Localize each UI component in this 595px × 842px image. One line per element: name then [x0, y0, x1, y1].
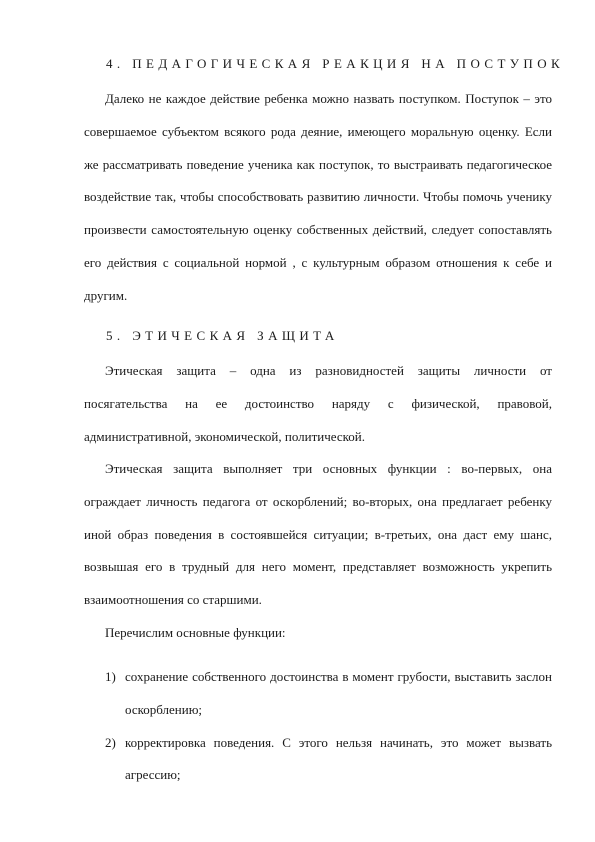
list-item: [105, 661, 552, 727]
section-5-paragraph-2: Этическая защита выполняет три основных функции : во-первых, она ограждает личность педагога от оскорблений; во-вторых, она предлагает ребенку иной образ поведения в состоявшейся ситуации; в-третьих, она даст ему шанс, возвышая его в трудный для него момент, представляет возможность укрепить взаимоотношения со старшими.: [84, 461, 552, 608]
list-item-text: сохранение собственного достоинства в момент грубости, выставить заслон оскорблению;: [125, 669, 552, 717]
list-item: [105, 727, 552, 793]
section-4-heading: 4. ПЕДАГОГИЧЕСКАЯ РЕАКЦИЯ НА ПОСТУПОК: [106, 56, 565, 71]
list-item-number: 2): [105, 734, 116, 750]
list-item-number: 1): [105, 669, 116, 684]
section-4-paragraph: Далеко не каждое действие ребенка можно назвать поступком. Поступок – это совершаемое субъектом всякого рода деяние, имеющего моральную оценку. Если же рассматривать поведение ученика как поступок, то выстраивать педагогическое воздействие так, чтобы способствовать развитию личности. Чтобы помочь ученику произвести самостоятельную оценку собственных действий, следует сопоставлять его действия с социальной нормой , с культурным образом отношения к себе и другим.: [84, 91, 552, 303]
list-item-text: корректировка поведения. С этого нельзя начинать, это может вызвать агрессию;: [125, 734, 552, 783]
functions-list: [105, 661, 552, 792]
section-5-paragraph-1: Этическая защита – одна из разновидностей защиты личности от посягательства на ее достоинство наряду с физической, правовой, административной, экономической, политической.: [84, 363, 552, 444]
functions-list-intro: Перечислим основные функции:: [105, 625, 286, 640]
section-5-heading: 5. ЭТИЧЕСКАЯ ЗАЩИТА: [106, 328, 339, 343]
